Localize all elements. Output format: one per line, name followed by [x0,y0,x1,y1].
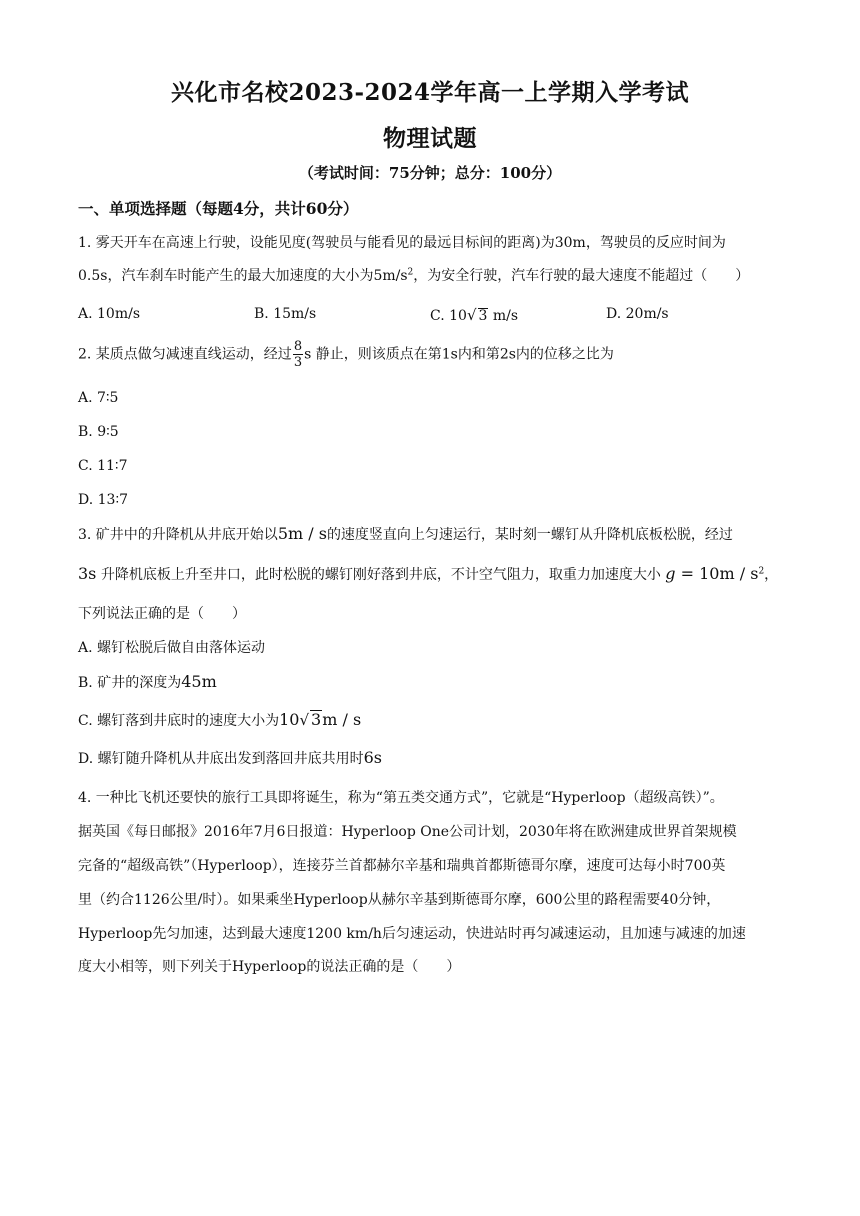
q3-option-b: B. 矿井的深度为45m [78,672,217,691]
q1-option-b: B. 15m/s [254,306,317,322]
q2-fraction: $\frac{8}{3}$ [293,339,303,370]
q4-line2: 据英国《每日邮报》2016年7月6日报道：Hyperloop One公司计划，2030年将在欧洲建成世界首架规模 [78,824,737,840]
q1-line2: 0.5s，汽车刹车时能产生的最大加速度的大小为$5m/s^2$，为安全行驶，汽车行驶的最大速度不能超过（ ） [78,267,750,284]
q1-line1: 1. 雾天开车在高速上行驶，设能见度(驾驶员与能看见的最远目标间的距离)为30m，驾驶员的反应时间为 [78,235,726,251]
exam-title: 兴化市名校2023-2024学年高一上学期入学考试 [170,79,690,106]
q2-option-d: D. 13∶7 [78,492,128,508]
q1-option-a: A. 10m/s [78,306,141,322]
q4-line3: 完备的“超级高铁”（Hyperloop），连接芬兰首都赫尔辛基和瑞典首都斯德哥尔摩，速度可达每小时700英 [78,858,726,874]
q2-stem: 2. 某质点做匀减速直线运动，经过 $\frac{8}{3}$ s 静止，则该质点在第1s内和第2s内的位移之比为 [78,339,614,370]
q4-line1: 4. 一种比飞机还要快的旅行工具即将诞生，称为“第五类交通方式”，它就是“Hyperloop（超级高铁）”。 [78,790,724,806]
exam-subject: 物理试题 [383,125,477,152]
q2-option-c: C. 11∶7 [78,458,128,474]
q3-line1: 3. 矿井中的升降机从井底开始以5m / s的速度竖直向上匀速运行，某时刻一螺钉从升降机底板松脱，经过 [78,524,733,543]
q3-line3: 下列说法正确的是（ ） [78,606,246,622]
q3-option-a: A. 螺钉松脱后做自由落体运动 [78,640,266,656]
q3-line2: 3s 升降机底板上升至井口，此时松脱的螺钉刚好落到井底，不计空气阻力，取重力加速度大小 $g = 10m / s^2$， [78,564,779,583]
q1-option-c: C. 10√ 3 m/s [430,306,519,324]
q2-option-b: B. 9∶5 [78,424,119,440]
q3-option-c: C. 螺钉落到井底时的速度大小为10√ 3m / s [78,710,362,729]
exam-info: （考试时间：75分钟；总分：100分） [298,164,562,182]
q2-option-a: A. 7∶5 [78,390,119,406]
q4-line5: Hyperloop先匀加速，达到最大速度1200 km/h后匀速运动，快进站时再匀减速运动，且加速与减速的加速 [78,926,746,942]
q4-line6: 度大小相等，则下列关于Hyperloop的说法正确的是（ ） [78,959,461,975]
q4-line4: 里（约合1126公里/时）。如果乘坐Hyperloop从赫尔辛基到斯德哥尔摩，600公里的路程需要40分钟， [78,892,721,908]
q3-option-d: D. 螺钉随升降机从井底出发到落回井底共用时6s [78,748,383,767]
section-heading: 一、单项选择题（每题4分，共计60分） [78,199,359,218]
q1-option-d: D. 20m/s [606,306,669,322]
